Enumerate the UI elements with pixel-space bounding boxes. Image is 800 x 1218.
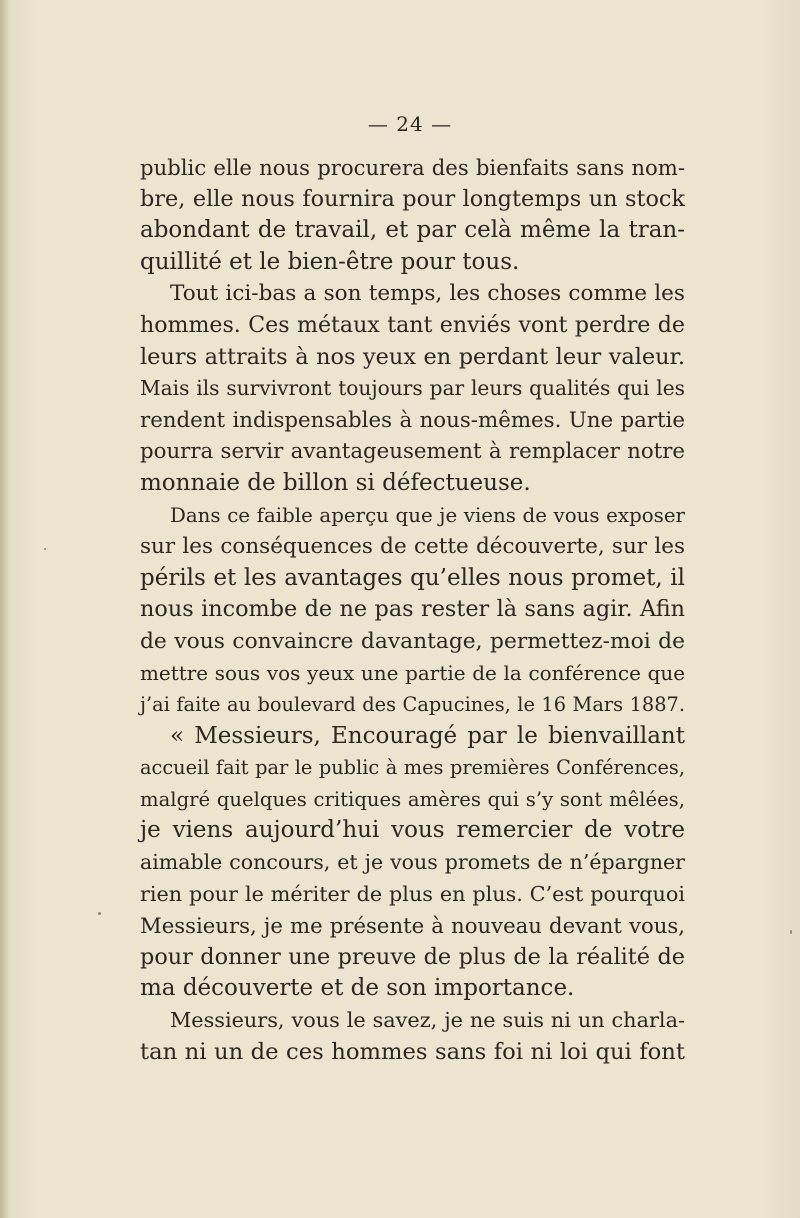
text-line: Messieurs, vous le savez, je ne suis ni un charla-	[170, 1008, 685, 1033]
text-line: de vous convaincre davantage, permettez-moi de	[140, 628, 685, 654]
text-line: bre, elle nous fournira pour longtemps un stock	[140, 185, 685, 212]
text-line: je viens aujourd’hui vous remercier de votre	[140, 817, 685, 844]
text-line: Messieurs, je me présente à nouveau devant vous,	[140, 913, 685, 939]
text-line: j’ai faite au boulevard des Capucines, le 16 Mars 1887.	[140, 693, 685, 717]
text-line: Mais ils survivront toujours par leurs qualités qui les	[140, 376, 685, 401]
text-line: abondant de travail, et par celà même la tran-	[140, 217, 685, 244]
page-number: — 24 —	[367, 112, 453, 136]
paper-speck	[790, 930, 792, 934]
body-text	[140, 152, 685, 1068]
text-line: aimable concours, et je vous promets de n’épargner	[140, 850, 685, 875]
text-line: malgré quelques critiques amères qui s’y sont mêlées,	[140, 787, 685, 811]
text-line: leurs attraits à nos yeux en perdant leur valeur.	[140, 343, 685, 370]
text-line: périls et les avantages qu’elles nous promet, il	[140, 564, 685, 591]
binding-edge	[0, 0, 8, 1218]
text-line: pourra servir avantageusement à remplacer notre	[140, 439, 685, 465]
text-line: ma découverte et de son importance.	[140, 975, 575, 1002]
text-line: pour donner une preuve de plus de la réalité de	[140, 943, 685, 970]
text-line: tan ni un de ces hommes sans foi ni loi qui font	[140, 1038, 685, 1065]
paper-speck	[44, 548, 46, 550]
text-line: rien pour le mériter de plus en plus. C’est pourquoi	[140, 881, 685, 906]
text-line: accueil fait par le public à mes premières Conférences,	[140, 756, 685, 780]
text-line: « Messieurs, Encouragé par le bienvaillant	[170, 722, 685, 749]
text-line: sur les conséquences de cette découverte, sur les	[140, 534, 685, 560]
text-line: Dans ce faible aperçu que je viens de vous exposer	[170, 503, 685, 527]
text-line: quillité et le bien-être pour tous.	[140, 248, 520, 275]
text-line: public elle nous procurera des bienfaits sans nom-	[140, 155, 685, 180]
text-line: monnaie de billon si défectueuse.	[140, 469, 531, 496]
paper-speck	[98, 912, 101, 915]
text-line: Tout ici-bas a son temps, les choses comme les	[170, 281, 685, 307]
text-line: rendent indispensables à nous-mêmes. Une partie	[140, 407, 685, 433]
text-line: nous incombe de ne pas rester là sans agir. Afin	[140, 596, 685, 623]
text-line: mettre sous vos yeux une partie de la conférence que	[140, 660, 685, 685]
text-line: hommes. Ces métaux tant enviés vont perdre de	[140, 311, 685, 338]
